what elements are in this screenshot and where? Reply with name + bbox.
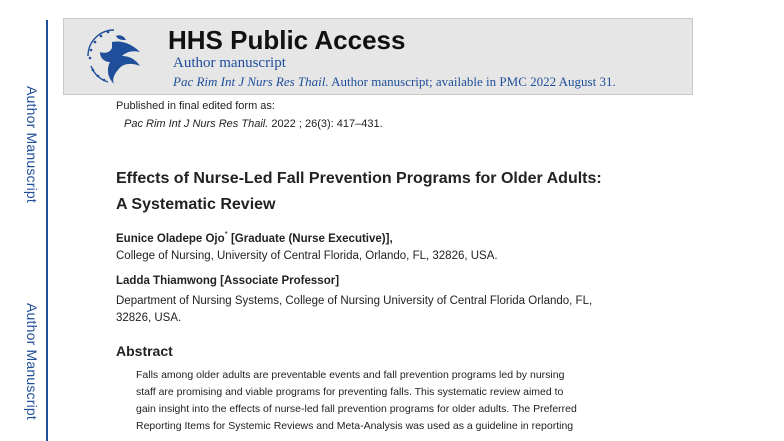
author-1-affiliation [116,248,676,265]
side-rule [46,20,48,441]
author-manuscript-subtitle: Author manuscript [173,55,286,71]
published-label: Published in final edited form as: [116,100,275,112]
availability-text: Author manuscript; available in PMC 2022 August 31. [328,74,616,89]
journal-availability-line [173,74,616,90]
author-manuscript-side-label-top: Author Manuscript [24,86,40,204]
article-title-line-1: Effects of Nurse-Led Fall Prevention Programs for Older Adults: [116,170,602,187]
abstract-line-4: Reporting Items for Systemic Reviews and Meta-Analysis was used as a guideline in reporting [136,420,574,432]
author-2-affiliation [116,293,676,327]
author-2-role: [Associate Professor] [216,275,340,287]
journal-name: Pac Rim Int J Nurs Res Thail. [173,74,329,89]
author-2-affiliation-line-2: 32826, USA. [116,312,182,324]
author-2-affiliation-line-1: Department of Nursing Systems, College of Nursing University of Central Florida Orlando, FL, [116,295,593,307]
author-manuscript-side-label-bottom: Author Manuscript [24,303,40,421]
hhs-eagle-logo-icon [78,22,150,90]
author-1-affiliation-line: College of Nursing, University of Central Florida, Orlando, FL, 32826, USA. [116,250,498,262]
author-1-marker: * [224,230,228,239]
article-title [116,166,716,218]
abstract-line-3: gain insight into the effects of nurse-led fall prevention programs for older adults. The Preferred [136,403,577,415]
abstract-heading: Abstract [116,343,173,359]
publication-citation [124,118,383,130]
author-2-name [116,275,339,287]
citation-details: 2022 ; 26(3): 417–431. [268,118,383,130]
abstract-line-2: staff are promising and viable programs for preventing falls. This systematic review aimed to [136,386,564,398]
abstract-line-1: Falls among older adults are preventable events and fall prevention programs led by nursing [136,369,565,381]
hhs-public-access-title: HHS Public Access [168,25,406,55]
author-2-name-text: Ladda Thiamwong [116,275,217,287]
abstract-body [136,367,656,435]
article-title-line-2: A Systematic Review [116,196,276,213]
author-1-name-text: Eunice Oladepe Ojo [116,232,225,245]
author-1-role: [Graduate (Nurse Executive)], [227,232,393,245]
citation-journal: Pac Rim Int J Nurs Res Thail. [124,118,269,130]
author-1-name [116,230,393,245]
